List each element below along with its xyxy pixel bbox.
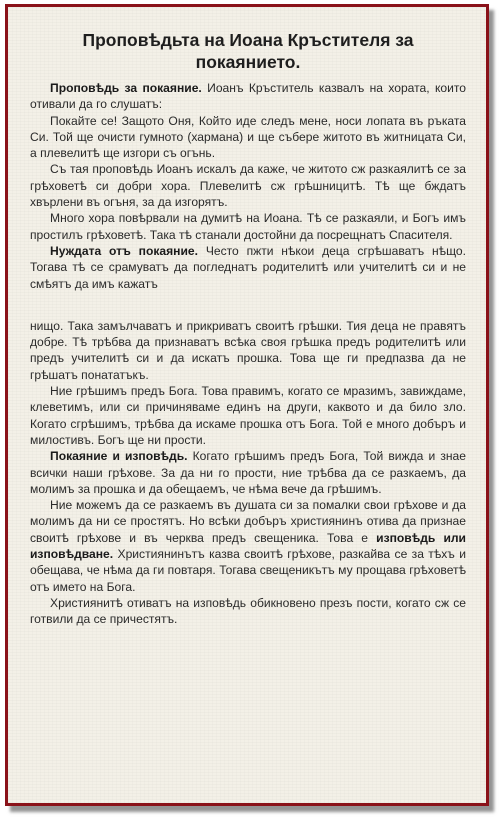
section-heading: Нуждата отъ покаяние.: [50, 243, 199, 258]
paragraph-3: [30, 161, 466, 210]
paragraph-5: [30, 243, 466, 292]
paragraph-9: [30, 497, 466, 595]
paragraph-text: Често пжти нѣкои деца сгрѣшаватъ нѣщо. Тогава тѣ се срамуватъ да погледнатъ родителитѣ или учителитѣ си и не смѣятъ да имъ кажатъ: [30, 243, 466, 291]
paragraph-text: Ние грѣшимъ предъ Бога. Това правимъ, когато се мразимъ, завиждаме, клеветимъ, или си причиняваме единъ на други, каквото и да било зло. Когато сгрѣшимъ, трѣбва да искаме прошка отъ Бога. Той е много добъръ и милостивъ. Богъ ще ни прости.: [30, 384, 466, 447]
paragraph-2: [30, 113, 466, 162]
page-frame: [5, 4, 489, 806]
paragraph-text: Християнитѣ отиватъ на изповѣдь обикновено презъ пости, когато сж се готвили да се причестятъ.: [30, 595, 466, 627]
paragraph-text: Когато грѣшимъ предъ Бога, Той вижда и знае всички наши грѣхове. За да ни го прости, ние трѣбва да се разкаемъ, да молимъ за прошка и да обещаемъ, че нѣма вече да грѣшимъ.: [30, 449, 466, 496]
paragraph-6: [30, 318, 466, 383]
paragraph-8: [30, 448, 466, 497]
paragraph-1: [30, 80, 466, 113]
paragraph-4: [30, 210, 466, 243]
inline-bold-term: изповѣдь или изповѣдване.: [30, 530, 466, 562]
paragraph-text: Покайте се! Защото Оня, Който иде следъ мене, носи лопата въ ръката Си. Той ще очисти гумното (харманa) и ще събере житото въ житницата Си, а плевелитѣ ще изгори съ огънь.: [30, 113, 466, 161]
paragraph-10: [30, 595, 466, 628]
paragraph-text: Ние можемъ да се разкаемъ въ душата си за помалки свои грѣхове и да молимъ да ни се простятъ. Но всѣки добъръ християнинъ отива да признае своитѣ грѣхове и въ черква предъ свещеника. Това е: [30, 498, 466, 545]
page-title: Проповѣдьта на Иоана Кръстителя за покаянието.: [82, 30, 414, 72]
paragraph-7: [30, 383, 466, 448]
section-heading: Проповѣдь за покаяние.: [50, 81, 202, 95]
paragraph-text: Много хора повѣрвали на думитѣ на Иоана. Тѣ се разкаяли, и Богъ имъ простилъ грѣховетѣ. Така тѣ станали достойни да посрещнатъ Спасителя.: [30, 211, 466, 242]
article-body: [30, 80, 466, 628]
blank-gap: [30, 292, 466, 318]
paragraph-text: нищо. Така замълчаватъ и прикриватъ своитѣ грѣшки. Тия деца не правятъ добре. Тѣ трѣбва да признаватъ всѣка своя грѣшка предъ родителитѣ или предъ учителитѣ си и да искатъ прошка. Това ще ги предпазва да не грѣшатъ понататъкъ.: [30, 318, 466, 382]
paragraph-text: Иоанъ Кръститель казвалъ на хората, които отивали да го слушатъ:: [30, 81, 466, 112]
paragraph-text-after: Християнинътъ казва своитѣ грѣхове, разкайва се за тѣхъ и обещава, че нѣма да ги повтаря. Тогава свещеникътъ му прощава грѣховетѣ отъ името на Бога.: [30, 547, 466, 594]
paragraph-text: Съ тая проповѣдь Иоанъ искалъ да каже, че житото сж разкаялитѣ се за грѣховетѣ си добри хора. Плевелитѣ сж грѣшницитѣ. Тѣ ще бждатъ хвърлени въ огъня, за да изгорятъ.: [30, 162, 466, 210]
section-heading: Покаяние и изповѣдь.: [50, 449, 188, 464]
